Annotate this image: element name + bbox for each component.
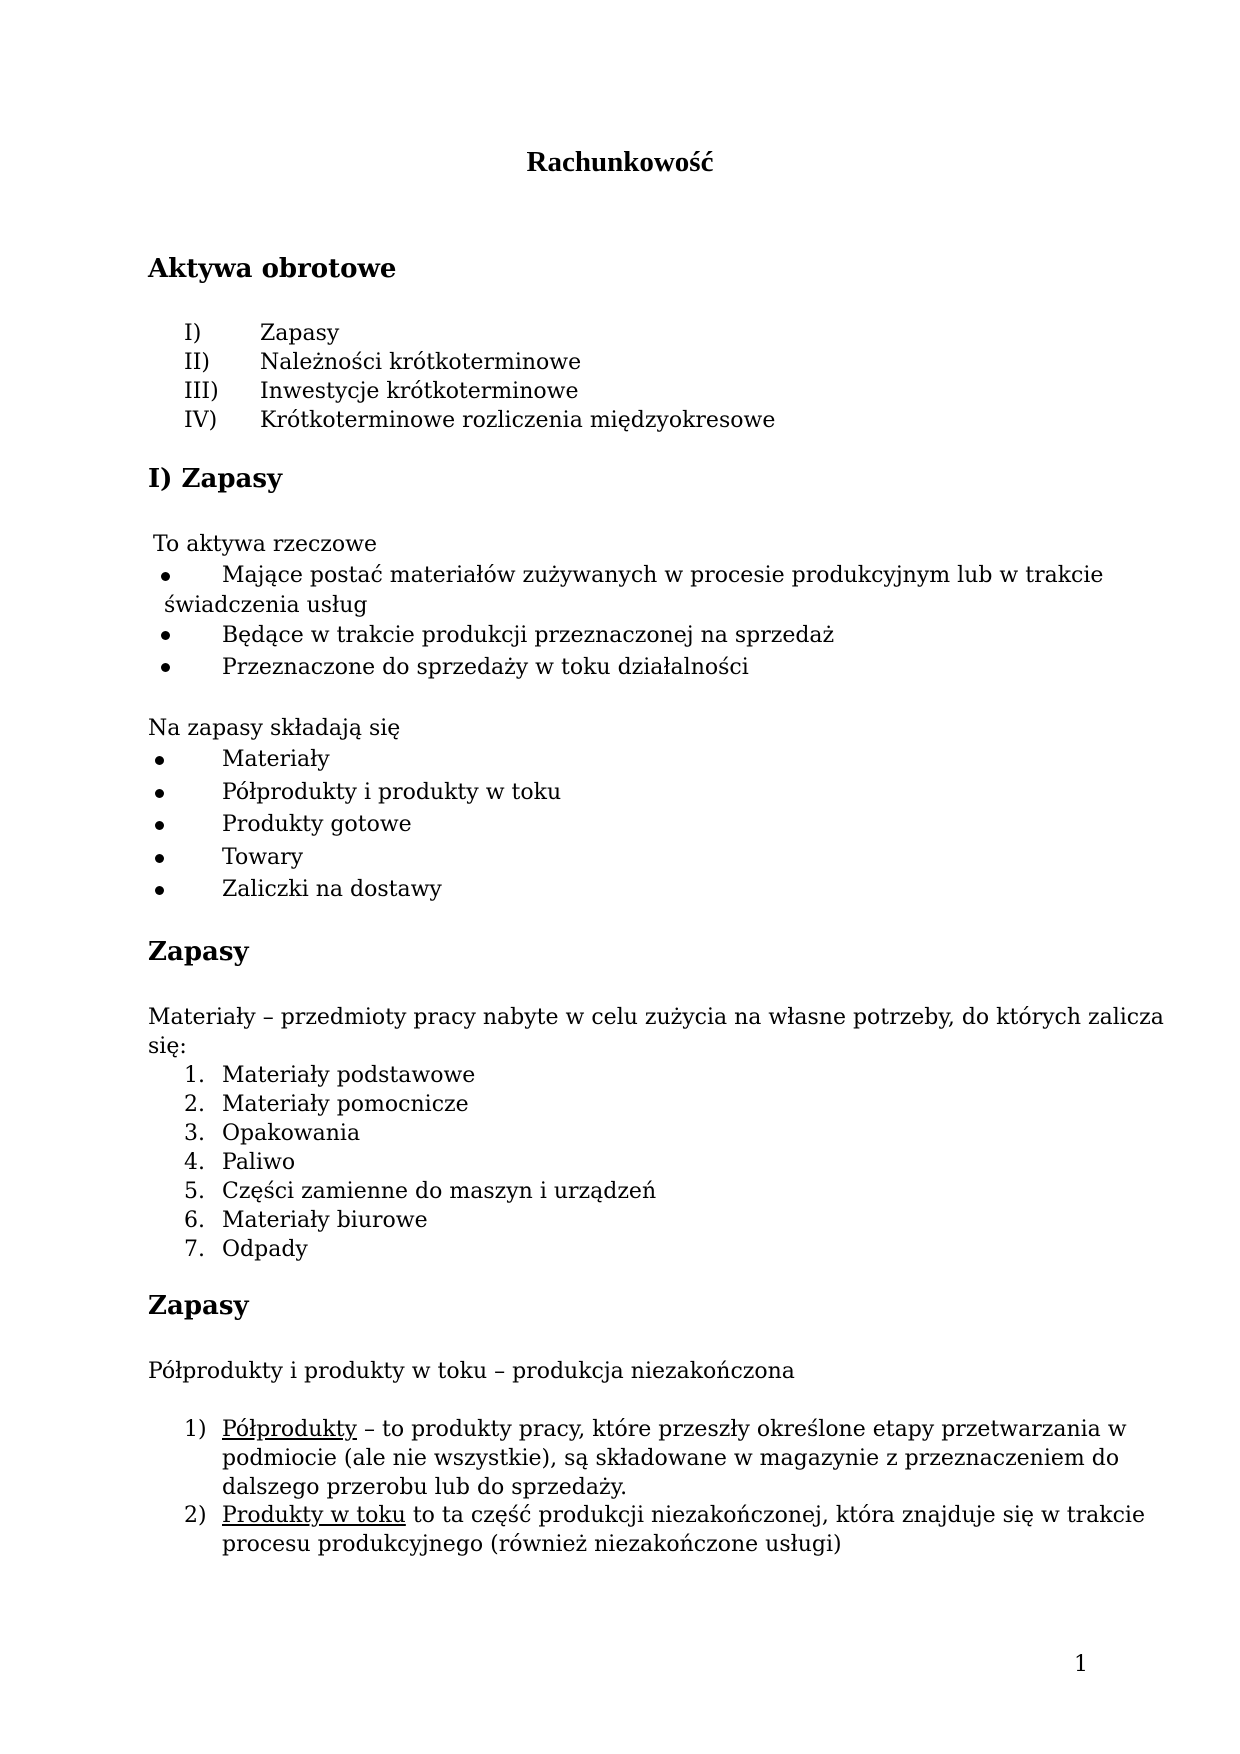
list-number: 7. (184, 1237, 205, 1262)
list-item (222, 1503, 1145, 1528)
bullet-icon (155, 821, 164, 830)
list-item: Materiały podstawowe (222, 1063, 476, 1088)
list-item: Materiały biurowe (222, 1208, 428, 1233)
heading-zapasy-2: Zapasy (148, 937, 249, 967)
list-number: 2. (184, 1092, 205, 1117)
paragraph: Materiały – przedmioty pracy nabyte w celu zużycia na własne potrzeby, do których zalicza (148, 1005, 1164, 1030)
list-number: II) (184, 350, 210, 375)
list-item: Półprodukty i produkty w toku (222, 780, 562, 805)
list-number: IV) (184, 408, 218, 433)
list-number: 4. (184, 1150, 205, 1175)
list-item: Produkty gotowe (222, 812, 412, 837)
list-number: III) (184, 379, 219, 404)
intro-text: Półprodukty i produkty w toku – produkcja niezakończona (148, 1359, 795, 1384)
bullet-icon (161, 631, 170, 640)
list-item: Będące w trakcie produkcji przeznaczonej na sprzedaż (222, 623, 835, 648)
list-item: Mające postać materiałów zużywanych w procesie produkcyjnym lub w trakcie (222, 563, 1104, 588)
list-number: 1) (184, 1417, 207, 1442)
list-item: Zaliczki na dostawy (222, 877, 442, 902)
bullet-icon (155, 789, 164, 798)
page-number: 1 (1074, 1652, 1088, 1677)
list-item: Krótkoterminowe rozliczenia międzyokresowe (260, 408, 776, 433)
bullet-icon (155, 886, 164, 895)
list-item-continuation: dalszego przerobu lub do sprzedaży. (222, 1475, 628, 1500)
intro-text: Na zapasy składają się (148, 716, 401, 741)
list-item: Towary (222, 845, 304, 870)
document-title: Rachunkowość (526, 146, 714, 178)
list-number: I) (184, 321, 202, 346)
list-number: 2) (184, 1503, 207, 1528)
list-item: Odpady (222, 1237, 308, 1262)
bullet-icon (161, 663, 170, 672)
list-number: 3. (184, 1121, 205, 1146)
list-item: Przeznaczone do sprzedaży w toku działalności (222, 655, 749, 680)
intro-text: To aktywa rzeczowe (153, 532, 377, 557)
definition-text: – to produkty pracy, które przeszły określone etapy przetwarzania w (357, 1417, 1127, 1442)
list-item: Paliwo (222, 1150, 296, 1175)
list-number: 5. (184, 1179, 205, 1204)
list-number: 1. (184, 1063, 205, 1088)
list-item: Opakowania (222, 1121, 361, 1146)
heading-zapasy-3: Zapasy (148, 1291, 249, 1321)
list-item (222, 1417, 1127, 1442)
list-item: Części zamienne do maszyn i urządzeń (222, 1179, 657, 1204)
list-item: Inwestycje krótkoterminowe (260, 379, 579, 404)
bullet-icon (155, 756, 164, 765)
list-item: Materiały pomocnicze (222, 1092, 469, 1117)
list-number: 6. (184, 1208, 205, 1233)
term-polprodukty: Półprodukty (222, 1417, 357, 1442)
heading-aktywa-obrotowe: Aktywa obrotowe (148, 254, 397, 284)
list-item-continuation: świadczenia usług (164, 593, 368, 618)
paragraph: się: (148, 1034, 187, 1059)
bullet-icon (155, 854, 164, 863)
heading-zapasy-1: I) Zapasy (148, 464, 283, 494)
list-item-continuation: podmiocie (ale nie wszystkie), są składowane w magazynie z przeznaczeniem do (222, 1446, 1120, 1471)
term-produkty-w-toku: Produkty w toku (222, 1503, 406, 1528)
list-item: Należności krótkoterminowe (260, 350, 582, 375)
list-item-continuation: procesu produkcyjnego (również niezakończone usługi) (222, 1532, 842, 1557)
list-item: Zapasy (260, 321, 340, 346)
list-item: Materiały (222, 747, 330, 772)
bullet-icon (161, 572, 170, 581)
definition-text: to ta część produkcji niezakończonej, która znajduje się w trakcie (405, 1503, 1145, 1528)
